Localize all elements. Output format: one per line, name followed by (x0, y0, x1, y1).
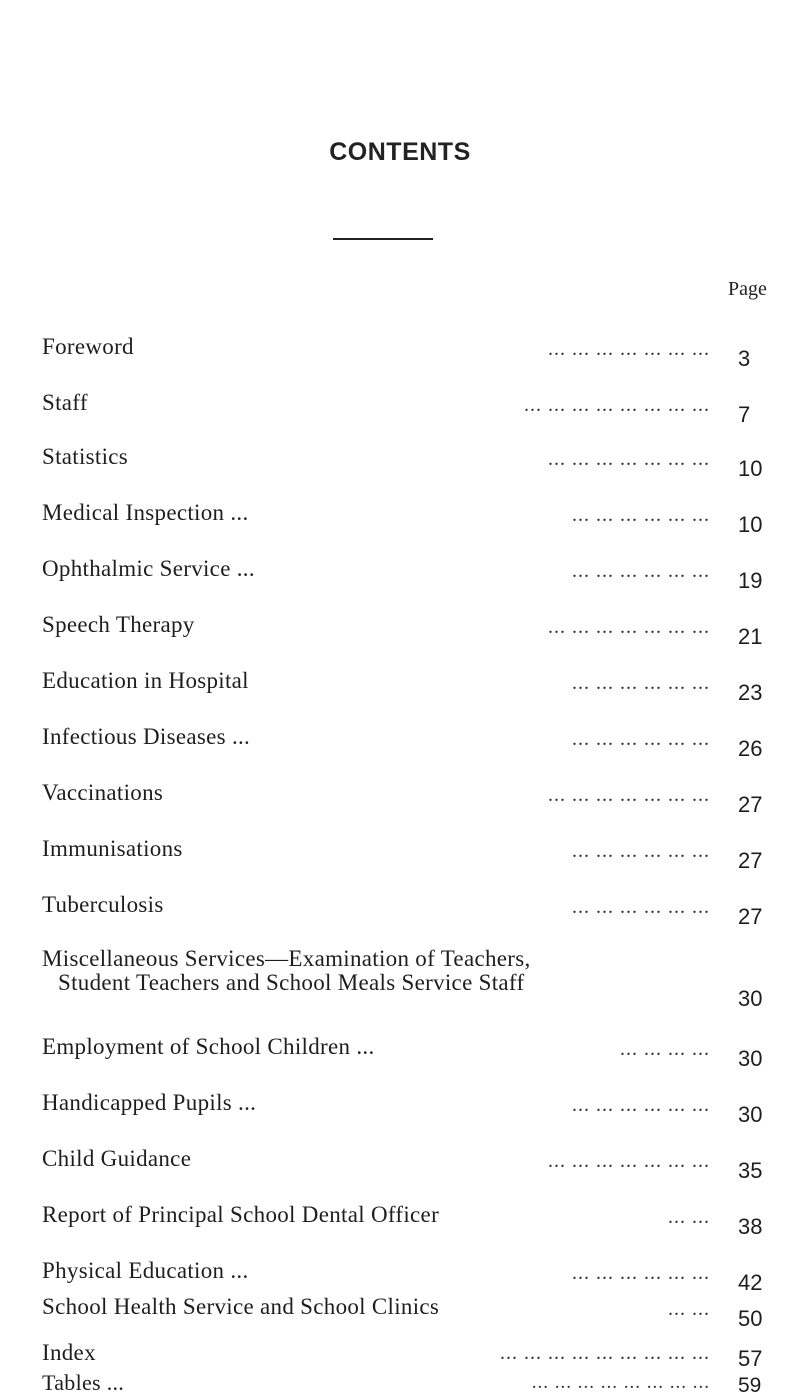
page-title: CONTENTS (329, 138, 471, 166)
toc-entry-page: 10 (738, 512, 763, 537)
toc-entry-staff (0, 390, 800, 446)
toc-leader-dots: ... ... ... ... ... ... (572, 840, 710, 862)
toc-entry-education-in-hospital (0, 668, 800, 724)
toc-entry-label: Foreword (42, 334, 134, 359)
toc-entry-label: Report of Principal School Dental Officer (42, 1202, 440, 1227)
toc-leader-dots: ... ... ... ... (620, 1038, 710, 1060)
toc-entry-page: 50 (738, 1306, 763, 1331)
toc-entry-label: Statistics (42, 444, 129, 469)
toc-entry-label: Immunisations (42, 836, 183, 861)
toc-entry-label: Vaccinations (42, 780, 164, 805)
toc-leader-dots: ... ... ... ... ... ... ... ... (531, 1372, 710, 1393)
toc-entry-vaccinations (0, 780, 800, 836)
toc-leader-dots: ... ... ... ... ... ... ... ... ... (500, 1342, 710, 1364)
toc-leader-dots: ... ... ... ... ... ... (572, 1262, 710, 1284)
toc-entry-page: 30 (738, 986, 763, 1011)
toc-entry-label: Infectious Diseases ... (42, 724, 251, 749)
toc-entry-page: 27 (738, 904, 763, 929)
toc-entry-label: Tables ... (42, 1370, 125, 1395)
toc-entry-principal-school-dental-officer (0, 1202, 800, 1258)
toc-entry-label: School Health Service and School Clinics (42, 1294, 440, 1319)
toc-entry-miscellaneous-services (0, 946, 800, 1030)
toc-entry-child-guidance (0, 1146, 800, 1202)
toc-entry-statistics (0, 444, 800, 500)
toc-entry-label: Physical Education ... (42, 1258, 249, 1283)
toc-entry-label: Child Guidance (42, 1146, 192, 1171)
title-divider (333, 238, 433, 240)
toc-leader-dots: ... ... ... ... ... ... (572, 1094, 710, 1116)
toc-entry-label: Staff (42, 390, 88, 415)
toc-entry-index (0, 1342, 800, 1370)
toc-entry-page: 27 (738, 792, 763, 817)
toc-entry-page: 38 (738, 1214, 763, 1239)
toc-entry-page: 30 (738, 1102, 763, 1127)
toc-entry-label-line1: Miscellaneous Services—Examination of Teachers, (42, 946, 531, 971)
toc-entry-label-line2: Student Teachers and School Meals Service Staff (58, 970, 525, 995)
toc-leader-dots: ... ... ... ... ... ... (572, 560, 710, 582)
toc-leader-dots: ... ... ... ... ... ... (572, 896, 710, 918)
toc-entry-label: Employment of School Children ... (42, 1034, 375, 1059)
toc-entry-handicapped-pupils (0, 1090, 800, 1146)
toc-leader-dots: ... ... ... ... ... ... ... (548, 784, 710, 806)
toc-entry-label: Ophthalmic Service ... (42, 556, 255, 581)
toc-entry-label: Tuberculosis (42, 892, 164, 917)
toc-entry-label: Medical Inspection ... (42, 500, 249, 525)
toc-entry-immunisations (0, 836, 800, 892)
toc-entry-label: Education in Hospital (42, 668, 249, 693)
toc-entry-tuberculosis (0, 892, 800, 948)
toc-entry-page: 57 (738, 1346, 763, 1371)
toc-entry-foreword (0, 334, 800, 390)
toc-entry-tables (0, 1372, 800, 1398)
toc-leader-dots: ... ... ... ... ... ... ... (548, 616, 710, 638)
toc-entry-ophthalmic-service (0, 556, 800, 612)
toc-leader-dots: ... ... ... ... ... ... (572, 728, 710, 750)
toc-entry-label: Index (42, 1340, 96, 1365)
toc-entry-page: 35 (738, 1158, 763, 1183)
toc-leader-dots: ... ... (668, 1206, 710, 1228)
toc-entry-label: Handicapped Pupils ... (42, 1090, 257, 1115)
page-column-heading: Page (728, 278, 767, 300)
toc-leader-dots: ... ... ... ... ... ... ... (548, 338, 710, 360)
toc-entry-page: 27 (738, 848, 763, 873)
toc-entry-page: 10 (738, 456, 763, 481)
toc-entry-page: 21 (738, 624, 763, 649)
toc-entry-page: 7 (738, 402, 751, 427)
toc-entry-page: 42 (738, 1270, 763, 1295)
toc-entry-infectious-diseases (0, 724, 800, 780)
toc-entry-page: 59 (738, 1374, 762, 1397)
toc-leader-dots: ... ... ... ... ... ... ... (548, 1150, 710, 1172)
toc-leader-dots: ... ... ... ... ... ... ... ... (524, 394, 710, 416)
toc-entry-page: 30 (738, 1046, 763, 1071)
toc-entry-employment-of-school-children (0, 1034, 800, 1090)
toc-leader-dots: ... ... (668, 1298, 710, 1320)
toc-entry-page: 19 (738, 568, 763, 593)
toc-leader-dots: ... ... ... ... ... ... ... (548, 448, 710, 470)
toc-entry-page: 23 (738, 680, 763, 705)
toc-entry-medical-inspection (0, 500, 800, 556)
toc-entry-page: 3 (738, 346, 751, 371)
toc-entry-speech-therapy (0, 612, 800, 668)
toc-leader-dots: ... ... ... ... ... ... (572, 672, 710, 694)
toc-entry-page: 26 (738, 736, 763, 761)
toc-leader-dots: ... ... ... ... ... ... (572, 504, 710, 526)
toc-entry-label: Speech Therapy (42, 612, 195, 637)
